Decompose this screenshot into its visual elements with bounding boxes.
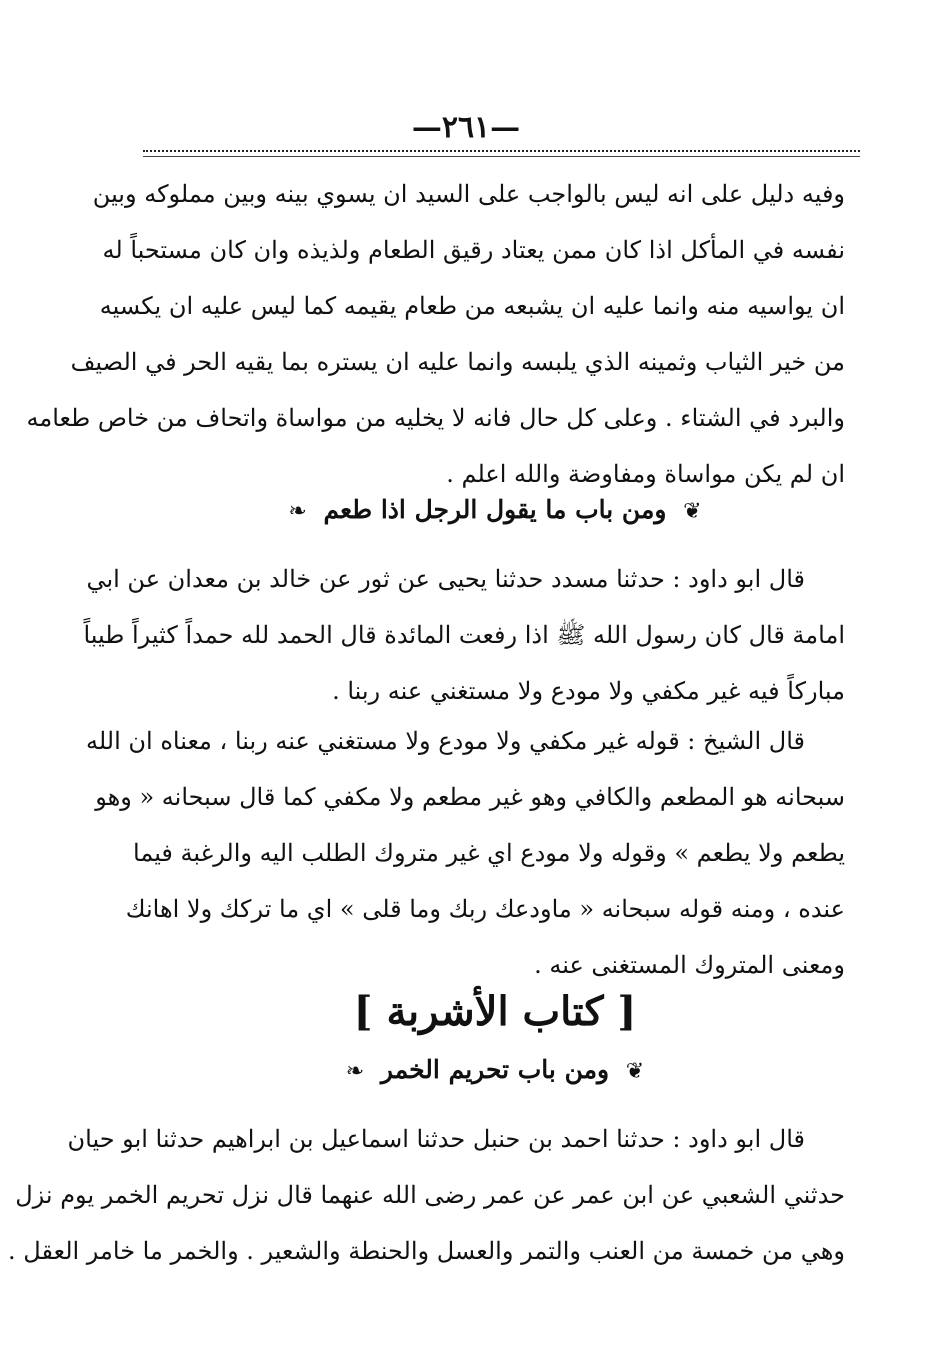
text-line: امامة قال كان رسول الله ﷺ اذا رفعت المائدة قال الحمد لله حمداً كثيراً طيباً	[83, 621, 845, 649]
section-heading	[145, 495, 845, 524]
text-line: ان يواسيه منه وانما عليه ان يشبعه من طعام يقيمه كما ليس عليه ان يكسيه	[99, 292, 845, 320]
page-number: —٢٦١—	[411, 110, 521, 145]
text-line: نفسه في المأكل اذا كان ممن يعتاد رقيق الطعام ولذيذه وان كان مستحباً له	[102, 236, 845, 264]
header-rule-underline	[143, 156, 860, 157]
text-line: ومعنى المتروك المستغنى عنه .	[534, 951, 845, 979]
ornament-left-icon: ❧	[345, 1059, 365, 1084]
text-line: والبرد في الشتاء . وعلى كل حال فانه لا يخليه من مواساة واتحاف من خاص طعامه	[26, 404, 845, 432]
text-line: وهي من خمسة من العنب والتمر والعسل والحنطة والشعير . والخمر ما خامر العقل .	[8, 1237, 845, 1265]
text-line: من خير الثياب وثمينه الذي يلبسه وانما عليه ان يستره بما يقيه الحر في الصيف	[70, 348, 845, 376]
text-line: مباركاً فيه غير مكفي ولا مودع ولا مستغني عنه ربنا .	[332, 677, 845, 705]
ornament-left-icon: ❧	[288, 499, 307, 524]
text-line: يطعم ولا يطعم » وقوله ولا مودع اي غير متروك الطلب اليه والرغبة فيما	[133, 839, 845, 867]
section-heading-text: ومن باب تحريم الخمر	[380, 1055, 610, 1084]
book-title: [ كتاب الأشربة ]	[353, 988, 637, 1035]
text-line: وفيه دليل على انه ليس بالواجب على السيد ان يسوي بينه وبين مملوكه وبين	[92, 180, 845, 208]
ornament-right-icon: ❦	[683, 499, 702, 524]
text-line: عنده ، ومنه قوله سبحانه « ماودعك ربك وما قلى » اي ما تركك ولا اهانك	[125, 895, 845, 923]
text-line: سبحانه هو المطعم والكافي وهو غير مطعم ولا مكفي كما قال سبحانه « وهو	[95, 783, 845, 811]
text-line: قال ابو داود : حدثنا مسدد حدثنا يحيى عن ثور عن خالد بن معدان عن ابي	[86, 565, 805, 593]
text-line: حدثني الشعبي عن ابن عمر عن عمر رضى الله عنهما قال نزل تحريم الخمر يوم نزل	[15, 1181, 845, 1209]
section-heading	[145, 1055, 845, 1084]
text-line: ان لم يكن مواساة ومفاوضة والله اعلم .	[446, 460, 845, 488]
ornament-right-icon: ❦	[625, 1059, 645, 1084]
section-heading-text: ومن باب ما يقول الرجل اذا طعم	[323, 495, 667, 524]
header-rule	[143, 150, 860, 152]
text-line: قال الشيخ : قوله غير مكفي ولا مودع ولا مستغني عنه ربنا ، معناه ان الله	[85, 727, 805, 755]
text-line: قال ابو داود : حدثنا احمد بن حنبل حدثنا اسماعيل بن ابراهيم حدثنا ابو حيان	[67, 1125, 805, 1153]
